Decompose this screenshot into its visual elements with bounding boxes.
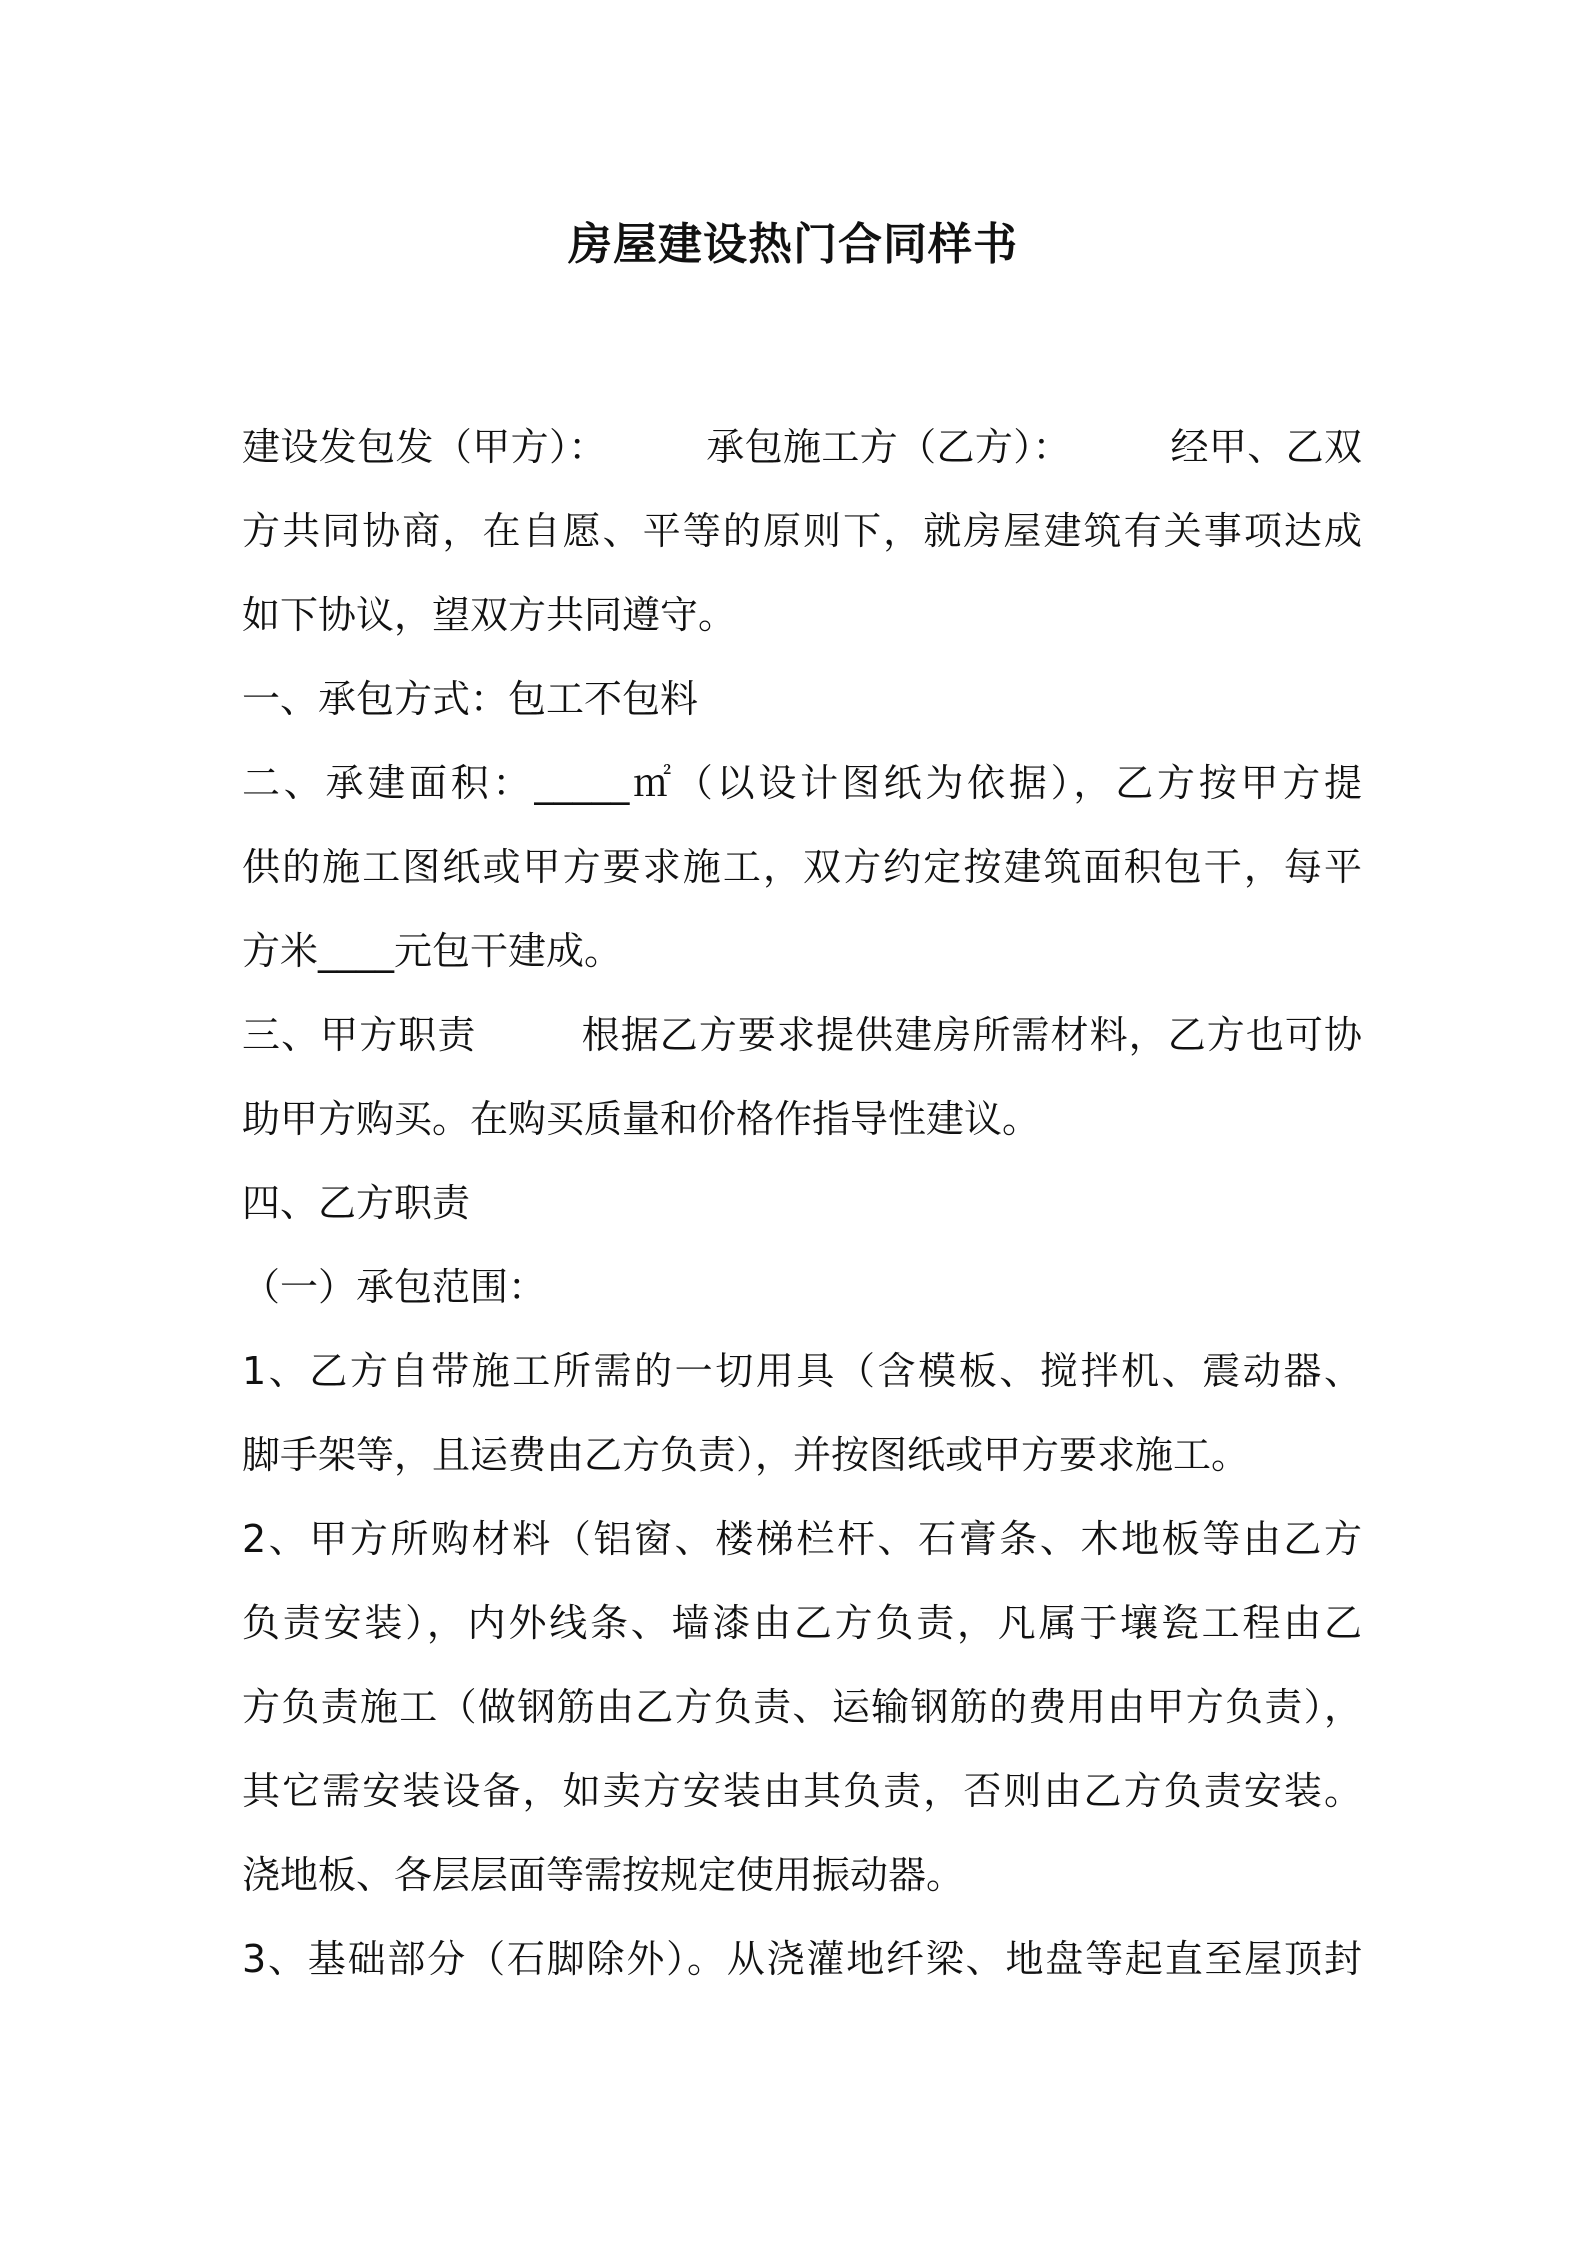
body-line: 二、承建面积：_____㎡（以设计图纸为依据），乙方按甲方提: [242, 761, 1362, 805]
body-line: 1、乙方自带施工所需的一切用具（含模板、搅拌机、震动器、: [242, 1349, 1362, 1393]
body-line: 其它需安装设备，如卖方安装由其负责，否则由乙方负责安装。: [242, 1769, 1362, 1813]
subsection-heading-scope: （一）承包范围：: [242, 1265, 547, 1309]
body-line: 三、甲方职责 根据乙方要求提供建房所需材料，乙方也可协: [242, 1013, 1362, 1057]
body-line: 方共同协商，在自愿、平等的原则下，就房屋建筑有关事项达成: [242, 509, 1362, 553]
body-line: 脚手架等，且运费由乙方负责），并按图纸或甲方要求施工。: [242, 1433, 1250, 1477]
body-line: 助甲方购买。在购买质量和价格作指导性建议。: [242, 1097, 1041, 1141]
body-line: 方负责施工（做钢筋由乙方负责、运输钢筋的费用由甲方负责），: [242, 1685, 1362, 1729]
body-line: 建设发包发（甲方）： 承包施工方（乙方）： 经甲、乙双: [242, 425, 1362, 469]
section-heading-party-b-duties: 四、乙方职责: [242, 1181, 471, 1225]
body-line: 浇地板、各层层面等需按规定使用振动器。: [242, 1853, 965, 1897]
body-line: 方米____元包干建成。: [242, 929, 623, 973]
body-line: 如下协议，望双方共同遵守。: [242, 593, 737, 637]
body-line: 2、甲方所购材料（铝窗、楼梯栏杆、石膏条、木地板等由乙方: [242, 1517, 1362, 1561]
body-line: 供的施工图纸或甲方要求施工，双方约定按建筑面积包干，每平: [242, 845, 1362, 889]
document-body: [242, 405, 1362, 2001]
document-title: 房屋建设热门合同样书: [568, 219, 1018, 270]
section-heading-contract-method: 一、承包方式：包工不包料: [242, 677, 699, 721]
body-line: 负责安装），内外线条、墙漆由乙方负责，凡属于壤瓷工程由乙: [242, 1601, 1362, 1645]
body-line: 3、基础部分（石脚除外）。从浇灌地纤梁、地盘等起直至屋顶封: [242, 1937, 1362, 1981]
